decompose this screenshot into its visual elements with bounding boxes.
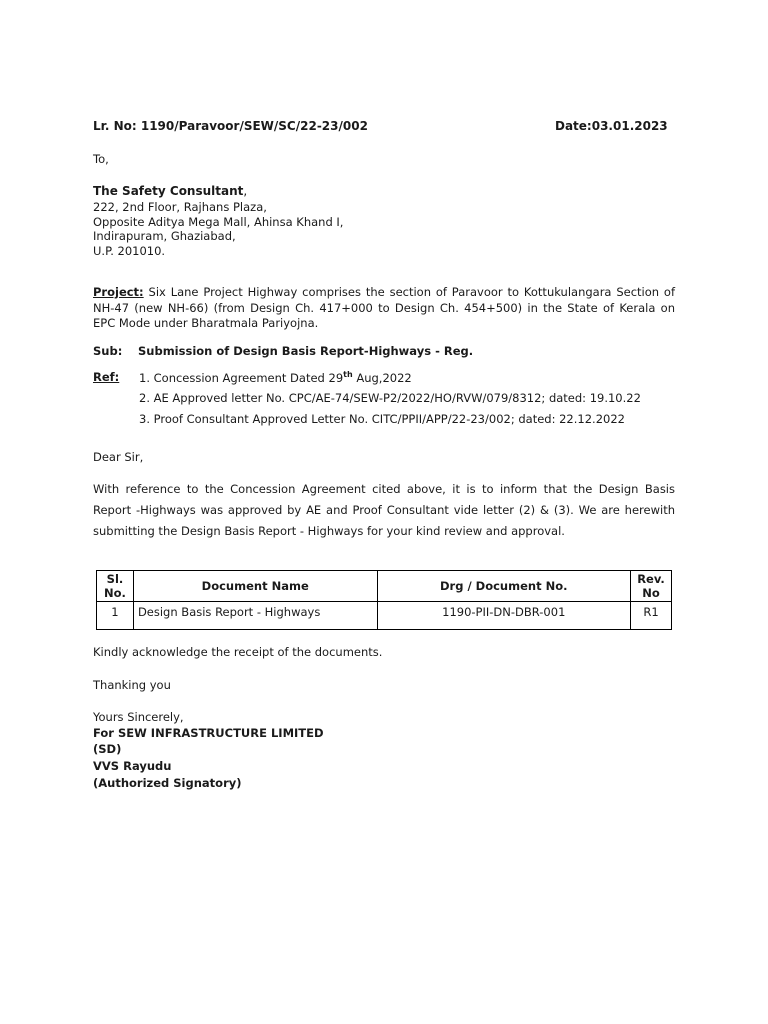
address-line: Opposite Aditya Mega Mall, Ahinsa Khand I, [93,214,344,229]
column-header-drg-no: Drg / Document No. [377,571,631,602]
addressee-name-suffix: , [243,184,248,198]
reference-item: 2. AE Approved letter No. CPC/AE-74/SEW-P2/2022/HO/RVW/079/8312; dated: 19.10.22 [139,391,641,405]
closing-company: For SEW INFRASTRUCTURE LIMITED [93,726,324,740]
body-paragraph: With reference to the Concession Agreement cited above, it is to inform that the Design Basis Report -Highways was approved by AE and Proof Consultant vide letter (2) & (3). We are herewith submitting the Design Basis Report - Highways for your kind review and approval. [93,482,675,538]
reference-item: 3. Proof Consultant Approved Letter No. CITC/PPII/APP/22-23/002; dated: 22.12.2022 [139,412,625,426]
address-line: 222, 2nd Floor, Rajhans Plaza, [93,200,267,214]
signatory-name: VVS Rayudu [93,759,172,773]
salutation-to: To, [93,152,109,166]
documents-table [96,570,672,630]
column-header-sl: Sl. No. [97,571,134,602]
reference-label: Ref: [93,370,120,384]
cell-drg-no: 1190-PII-DN-DBR-001 [377,602,631,630]
project-paragraph [93,285,675,332]
project-label: Project: [93,285,144,299]
letter-number: Lr. No: 1190/Paravoor/SEW/SC/22-23/002 [93,119,368,133]
table-header-row [97,571,672,602]
acknowledge-text: Kindly acknowledge the receipt of the documents. [93,645,383,659]
column-header-rev: Rev. No [631,571,672,602]
signatory-title: (Authorized Signatory) [93,776,242,790]
address-line: U.P. 201010. [93,243,166,258]
addressee-name: The Safety Consultant [93,184,244,198]
closing-sincerely: Yours Sincerely, [93,710,184,724]
reference-item: 1. Concession Agreement Dated 29th Aug,2022 [139,370,412,385]
cell-document-name: Design Basis Report - Highways [133,602,377,630]
cell-rev: R1 [631,602,672,630]
address-line: Indirapuram, Ghaziabad, [93,229,236,243]
addressee-address [93,200,343,258]
project-text: Six Lane Project Highway comprises the section of Paravoor to Kottukulangara Section of NH-47 (new NH-66) (from Design Ch. 417+000 to Design Ch. 454+500) in the State of Kerala on EPC Mode under Bharatmala Pariyojna. [93,285,676,330]
thanking-text: Thanking you [93,678,171,692]
cell-sl: 1 [97,602,134,630]
column-header-document-name: Document Name [133,571,377,602]
addressee-name-line [93,184,247,198]
subject-label: Sub: [93,344,123,358]
subject-text: Submission of Design Basis Report-Highways - Reg. [138,344,474,358]
closing-sd: (SD) [93,742,122,756]
greeting: Dear Sir, [93,450,144,464]
letter-date: Date:03.01.2023 [555,119,668,133]
table-row [97,602,672,630]
